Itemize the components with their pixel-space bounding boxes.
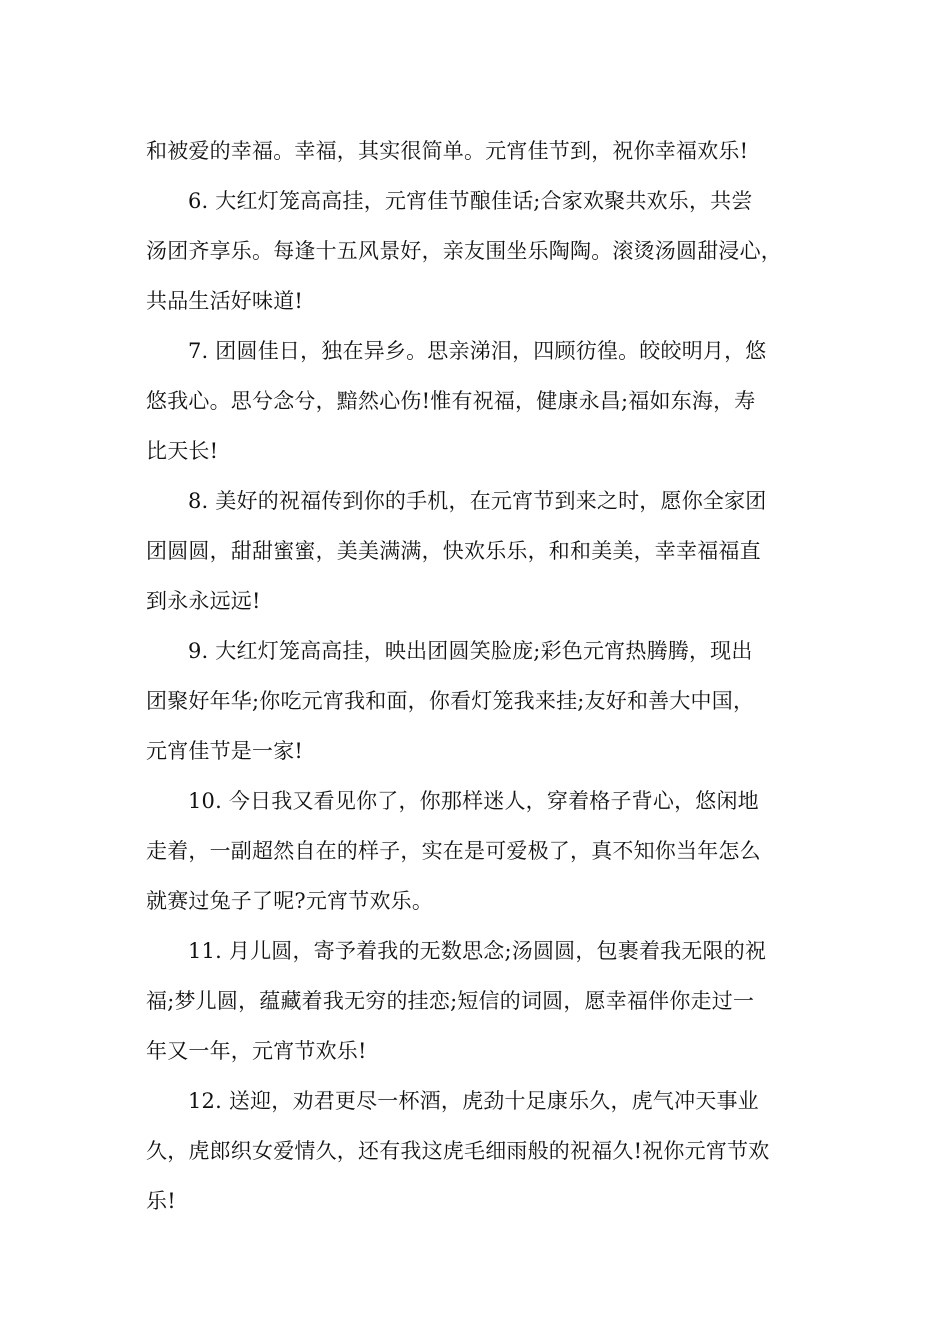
text-line: 年又一年，元宵节欢乐! [146, 1039, 367, 1063]
paragraph-6-first-line: 6. 大红灯笼高高挂，元宵佳节酿佳话;合家欢聚共欢乐，共尝 [188, 189, 753, 213]
text-line: 团圆圆，甜甜蜜蜜，美美满满，快欢乐乐，和和美美，幸幸福福直 [146, 539, 761, 563]
text-line: 走着，一副超然自在的样子，实在是可爱极了，真不知你当年怎么 [146, 839, 761, 863]
text-line: 久，虎郎织女爱情久，还有我这虎毛细雨般的祝福久!祝你元宵节欢 [146, 1139, 770, 1163]
text-line: 和被爱的幸福。幸福，其实很简单。元宵佳节到，祝你幸福欢乐! [146, 139, 749, 163]
text-line: 到永永远远! [146, 589, 261, 613]
text-line: 团聚好年华;你吃元宵我和面，你看灯笼我来挂;友好和善大中国， [146, 689, 755, 713]
text-line: 福;梦儿圆，蕴藏着我无穷的挂恋;短信的词圆，愿幸福伴你走过一 [146, 989, 755, 1013]
text-line: 汤团齐享乐。每逢十五风景好，亲友围坐乐陶陶。滚烫汤圆甜浸心， [146, 239, 782, 263]
paragraph-9-first-line: 9. 大红灯笼高高挂，映出团圆笑脸庞;彩色元宵热腾腾，现出 [188, 639, 753, 663]
paragraph-7-first-line: 7. 团圆佳日，独在异乡。思亲涕泪，四顾彷徨。皎皎明月，悠 [188, 339, 767, 363]
paragraph-10-first-line: 10. 今日我又看见你了，你那样迷人，穿着格子背心，悠闲地 [188, 789, 759, 813]
paragraph-8-first-line: 8. 美好的祝福传到你的手机，在元宵节到来之时，愿你全家团 [188, 489, 767, 513]
paragraph-12-first-line: 12. 送迎，劝君更尽一杯酒，虎劲十足康乐久，虎气冲天事业 [188, 1089, 759, 1113]
text-line: 共品生活好味道! [146, 289, 304, 313]
text-line: 乐! [146, 1189, 176, 1213]
text-line: 就赛过兔子了呢?元宵节欢乐。 [146, 889, 434, 913]
text-line: 悠我心。思兮念兮，黯然心伤!惟有祝福，健康永昌;福如东海，寿 [146, 389, 756, 413]
paragraph-11-first-line: 11. 月儿圆，寄予着我的无数思念;汤圆圆，包裹着我无限的祝 [188, 939, 767, 963]
text-line: 比天长! [146, 439, 219, 463]
text-line: 元宵佳节是一家! [146, 739, 304, 763]
